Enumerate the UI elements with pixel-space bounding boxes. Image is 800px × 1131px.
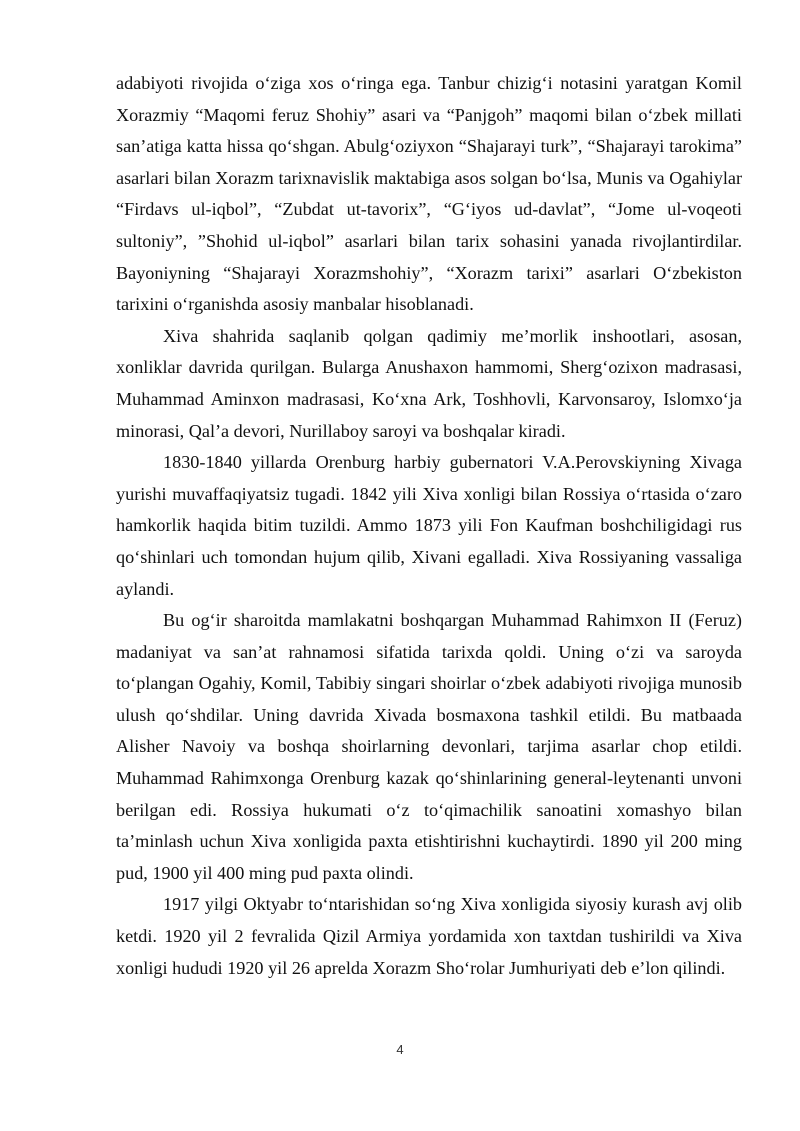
paragraph-russian-campaigns: 1830-1840 yillarda Orenburg harbiy gubernatori V.A.Perovskiyning Xivaga yurishi muvaffaqiyatsiz tugadi. 1842 yili Xiva xonligi bilan Rossiya o‘rtasida o‘zaro hamkorlik haqida bitim tuzildi. Ammo 1873 yili Fon Kaufman boshchiligidagi rus qo‘shinlari uch tomondan hujum qilib, Xivani egalladi. Xiva Rossiyaning vassaliga aylandi. xyxy=(116,452,742,599)
paragraph-1917-events: 1917 yilgi Oktyabr to‘ntarishidan so‘ng Xiva xonligida siyosiy kurash avj olib ketdi. 1920 yil 2 fevralida Qizil Armiya yordamida xon taxtdan tushirildi va Xiva xonligi hududi 1920 yil 26 aprelda Xorazm Sho‘rolar Jumhuriyati deb e’lon qilindi. xyxy=(116,894,742,978)
document-page-body xyxy=(116,68,742,984)
paragraph-architecture: Xiva shahrida saqlanib qolgan qadimiy me’morlik inshootlari, asosan, xonliklar davrida qurilgan. Bularga Anushaxon hammomi, Sherg‘ozixon madrasasi, Muhammad Aminxon madrasasi, Ko‘xna Ark, Toshhovli, Karvonsaroy, Islomxo‘ja minorasi, Qal’a devori, Nurillaboy saroyi va boshqalar kiradi. xyxy=(116,325,742,441)
paragraph-muhammad-rahimxon: Bu og‘ir sharoitda mamlakatni boshqargan Muhammad Rahimxon II (Feruz) madaniyat va san’at rahnamosi sifatida tarixda qoldi. Uning o‘zi va saroyda to‘plangan Ogahiy, Komil, Tabibiy singari shoirlar o‘zbek adabiyoti rivojiga munosib ulush qo‘shdilar. Uning davrida Xivada bosmaxona tashkil etildi. Bu matbaada Alisher Navoiy va boshqa shoirlarning devonlari, tarjima asarlar chop etildi. Muhammad Rahimxonga Orenburg kazak qo‘shinlarining general-leytenanti unvoni berilgan edi. Rossiya hukumati o‘z to‘qimachilik sanoatini xomashyo bilan ta’minlash uchun Xiva xonligida paxta etishtirishni kuchaytirdi. 1890 yil 200 ming pud, 1900 yil 400 ming pud paxta olindi. xyxy=(116,610,742,883)
paragraph-continued: adabiyoti rivojida o‘ziga xos o‘ringa ega. Tanbur chizig‘i notasini yaratgan Komil Xorazmiy “Maqomi feruz Shohiy” asari va “Panjgoh” maqomi bilan o‘zbek millati san’atiga katta hissa qo‘shgan. Abulg‘oziyxon “Shajarayi turk”, “Shajarayi tarokima” asarlari bilan Xorazm tarixnavislik maktabiga asos solgan bo‘lsa, Munis va Ogahiylar “Firdavs ul-iqbol”, “Zubdat ut-tavorix”, “G‘iyos ud-davlat”, “Jome ul-voqeoti sultoniy”, ”Shohid ul-iqbol” asarlari bilan tarix sohasini yanada rivojlantirdilar. Bayoniyning “Shajarayi Xorazmshohiy”, “Xorazm tarixi” asarlari O‘zbekiston tarixini o‘rganishda asosiy manbalar hisoblanadi. xyxy=(116,73,742,315)
page-number: 4 xyxy=(396,1042,404,1057)
